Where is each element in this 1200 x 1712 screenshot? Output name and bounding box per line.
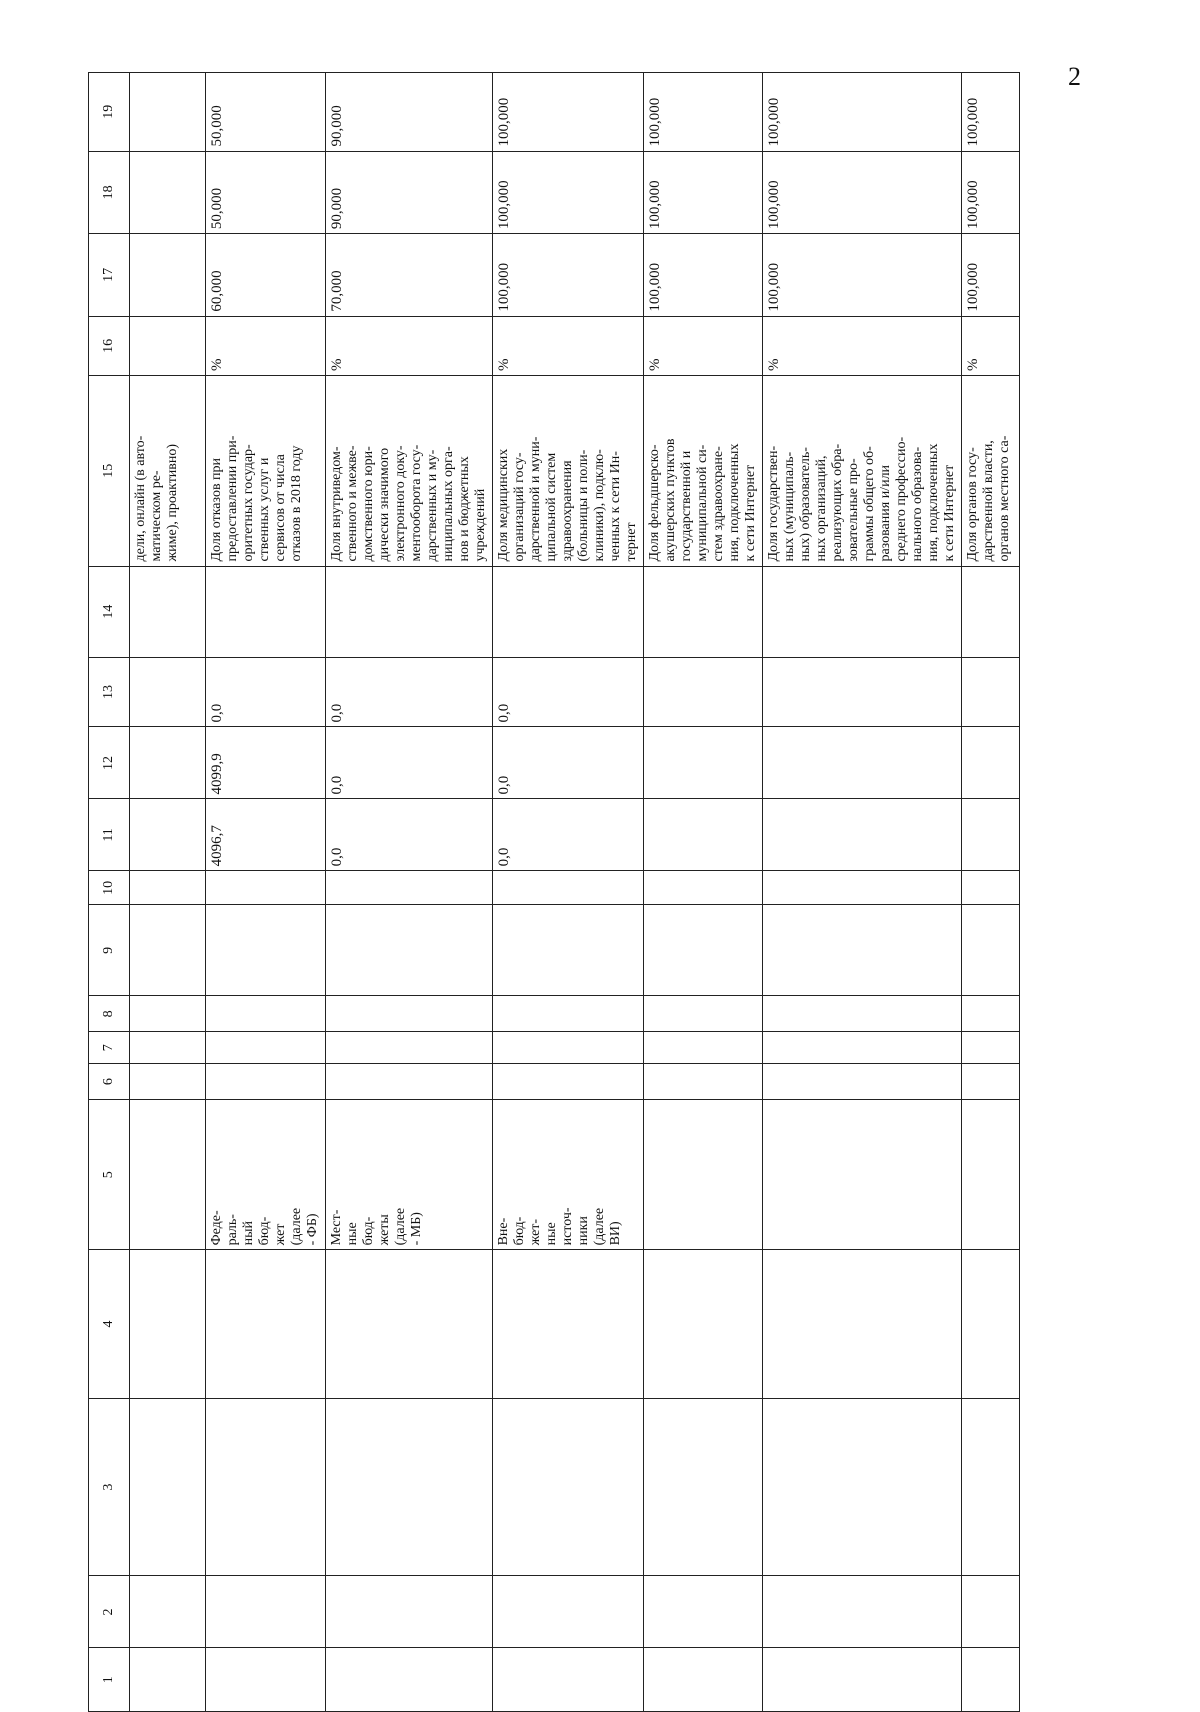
cell-col-10 <box>130 871 206 905</box>
cell-col-17: 100,000 <box>962 234 1020 317</box>
col-header-5: 5 <box>89 1100 130 1250</box>
cell-col-6 <box>763 1064 962 1100</box>
cell-col-3 <box>130 1398 206 1576</box>
cell-col-5: Мест- ные бюд- жеты (далее - МБ) <box>326 1100 493 1250</box>
cell-col-2 <box>326 1576 493 1648</box>
cell-col-13 <box>130 657 206 727</box>
cell-col-7 <box>130 1032 206 1064</box>
cell-col-11 <box>130 799 206 871</box>
cell-col-6 <box>962 1064 1020 1100</box>
cell-col-6 <box>326 1064 493 1100</box>
cell-col-2 <box>962 1576 1020 1648</box>
cell-col-15: Доля внутриведом- ственного и межве- домственного юри- дически значимого электронного доку- ментооборота госу- дарственных и му- ниципальных орга- нов и бюджетных учреждений <box>326 375 493 566</box>
col-header-17: 17 <box>89 234 130 317</box>
cell-col-16: % <box>206 316 326 375</box>
col-header-19: 19 <box>89 73 130 152</box>
cell-col-2 <box>206 1576 326 1648</box>
cell-col-4 <box>962 1250 1020 1398</box>
col-header-3: 3 <box>89 1398 130 1576</box>
cell-col-10 <box>644 871 763 905</box>
cell-col-16: % <box>326 316 493 375</box>
cell-col-4 <box>130 1250 206 1398</box>
cell-col-12: 4099,9 <box>206 727 326 799</box>
cell-col-14 <box>493 566 644 657</box>
cell-col-15: дели, онлайн (в авто- матическом ре- жиме), проактивно) <box>130 375 206 566</box>
col-header-12: 12 <box>89 727 130 799</box>
page-number: 2 <box>1068 62 1081 91</box>
col-header-7: 7 <box>89 1032 130 1064</box>
cell-col-14 <box>130 566 206 657</box>
cell-col-16: % <box>763 316 962 375</box>
cell-col-1 <box>763 1648 962 1712</box>
cell-col-12 <box>763 727 962 799</box>
indicator-table <box>88 72 1020 1712</box>
cell-col-17: 60,000 <box>206 234 326 317</box>
cell-col-2 <box>493 1576 644 1648</box>
cell-col-12: 0,0 <box>493 727 644 799</box>
cell-col-3 <box>644 1398 763 1576</box>
cell-col-15: Доля фельдшерско- акушерских пунктов государственной и муниципальной си- стем здравоохране- ния, подключенных к сети Интернет <box>644 375 763 566</box>
cell-col-17: 70,000 <box>326 234 493 317</box>
cell-col-16: % <box>493 316 644 375</box>
cell-col-3 <box>326 1398 493 1576</box>
cell-col-11 <box>644 799 763 871</box>
cell-col-12 <box>130 727 206 799</box>
cell-col-1 <box>130 1648 206 1712</box>
cell-col-11: 4096,7 <box>206 799 326 871</box>
cell-col-10 <box>206 871 326 905</box>
cell-col-9 <box>130 905 206 996</box>
cell-col-4 <box>644 1250 763 1398</box>
cell-col-11: 0,0 <box>326 799 493 871</box>
table-row <box>962 73 1020 1712</box>
cell-col-7 <box>763 1032 962 1064</box>
cell-col-14 <box>962 566 1020 657</box>
cell-col-14 <box>206 566 326 657</box>
cell-col-6 <box>644 1064 763 1100</box>
col-header-9: 9 <box>89 905 130 996</box>
cell-col-7 <box>493 1032 644 1064</box>
col-header-15: 15 <box>89 375 130 566</box>
cell-col-3 <box>962 1398 1020 1576</box>
cell-col-13 <box>644 657 763 727</box>
cell-col-1 <box>644 1648 763 1712</box>
cell-col-8 <box>644 996 763 1032</box>
cell-col-18: 90,000 <box>326 151 493 234</box>
cell-col-1 <box>962 1648 1020 1712</box>
cell-col-8 <box>763 996 962 1032</box>
cell-col-9 <box>644 905 763 996</box>
cell-col-10 <box>763 871 962 905</box>
table-row <box>763 73 962 1712</box>
col-header-11: 11 <box>89 799 130 871</box>
col-header-6: 6 <box>89 1064 130 1100</box>
cell-col-12 <box>644 727 763 799</box>
cell-col-7 <box>326 1032 493 1064</box>
col-header-14: 14 <box>89 566 130 657</box>
table-row <box>493 73 644 1712</box>
cell-col-17: 100,000 <box>763 234 962 317</box>
cell-col-17: 100,000 <box>644 234 763 317</box>
cell-col-7 <box>644 1032 763 1064</box>
cell-col-9 <box>206 905 326 996</box>
cell-col-19: 100,000 <box>493 73 644 152</box>
cell-col-8 <box>962 996 1020 1032</box>
cell-col-19: 100,000 <box>644 73 763 152</box>
col-header-8: 8 <box>89 996 130 1032</box>
cell-col-14 <box>326 566 493 657</box>
cell-col-8 <box>206 996 326 1032</box>
cell-col-10 <box>493 871 644 905</box>
cell-col-4 <box>763 1250 962 1398</box>
cell-col-19: 50,000 <box>206 73 326 152</box>
cell-col-9 <box>763 905 962 996</box>
col-header-4: 4 <box>89 1250 130 1398</box>
cell-col-9 <box>962 905 1020 996</box>
cell-col-11 <box>763 799 962 871</box>
cell-col-13 <box>962 657 1020 727</box>
rotated-table-wrapper <box>88 72 1088 1712</box>
cell-col-5 <box>962 1100 1020 1250</box>
cell-col-19 <box>130 73 206 152</box>
cell-col-5 <box>763 1100 962 1250</box>
cell-col-8 <box>493 996 644 1032</box>
cell-col-3 <box>763 1398 962 1576</box>
col-header-2: 2 <box>89 1576 130 1648</box>
table-row <box>130 73 206 1712</box>
cell-col-6 <box>130 1064 206 1100</box>
cell-col-1 <box>326 1648 493 1712</box>
cell-col-6 <box>493 1064 644 1100</box>
cell-col-3 <box>493 1398 644 1576</box>
cell-col-2 <box>130 1576 206 1648</box>
cell-col-16: % <box>644 316 763 375</box>
header-row <box>89 73 130 1712</box>
cell-col-6 <box>206 1064 326 1100</box>
table-body <box>89 73 1020 1712</box>
table-row <box>206 73 326 1712</box>
cell-col-5 <box>130 1100 206 1250</box>
cell-col-15: Доля органов госу- дарственной власти, органов местного са- <box>962 375 1020 566</box>
col-header-18: 18 <box>89 151 130 234</box>
cell-col-7 <box>206 1032 326 1064</box>
cell-col-13: 0,0 <box>206 657 326 727</box>
cell-col-11: 0,0 <box>493 799 644 871</box>
cell-col-14 <box>763 566 962 657</box>
col-header-13: 13 <box>89 657 130 727</box>
cell-col-4 <box>206 1250 326 1398</box>
cell-col-18: 100,000 <box>493 151 644 234</box>
cell-col-15: Доля медицинских организаций госу- дарственной и муни- ципальной систем здравоохранения (больницы и поли- клиники), подклю- ченных к сети Ин- тернет <box>493 375 644 566</box>
col-header-10: 10 <box>89 871 130 905</box>
cell-col-11 <box>962 799 1020 871</box>
cell-col-2 <box>644 1576 763 1648</box>
cell-col-15: Доля отказов при предоставлении при- оритетных государ- ственных услуг и сервисов от числа отказов в 2018 году <box>206 375 326 566</box>
cell-col-19: 90,000 <box>326 73 493 152</box>
cell-col-4 <box>326 1250 493 1398</box>
cell-col-10 <box>326 871 493 905</box>
cell-col-13: 0,0 <box>493 657 644 727</box>
cell-col-4 <box>493 1250 644 1398</box>
cell-col-10 <box>962 871 1020 905</box>
cell-col-5 <box>644 1100 763 1250</box>
cell-col-12: 0,0 <box>326 727 493 799</box>
cell-col-9 <box>493 905 644 996</box>
cell-col-15: Доля государствен- ных (муниципаль- ных) образователь- ных организаций, реализующих обра- зовательные про- граммы общего об- разования и/или среднего профессио- нального образова- ния, подключенных к сети Интернет <box>763 375 962 566</box>
cell-col-18: 100,000 <box>763 151 962 234</box>
cell-col-14 <box>644 566 763 657</box>
cell-col-18: 50,000 <box>206 151 326 234</box>
cell-col-3 <box>206 1398 326 1576</box>
cell-col-19: 100,000 <box>962 73 1020 152</box>
table-row <box>644 73 763 1712</box>
table-row <box>326 73 493 1712</box>
cell-col-18: 100,000 <box>962 151 1020 234</box>
cell-col-18 <box>130 151 206 234</box>
cell-col-12 <box>962 727 1020 799</box>
cell-col-1 <box>493 1648 644 1712</box>
cell-col-19: 100,000 <box>763 73 962 152</box>
cell-col-8 <box>130 996 206 1032</box>
col-header-1: 1 <box>89 1648 130 1712</box>
cell-col-5: Вне- бюд- жет- ные источ- ники (далее ВИ) <box>493 1100 644 1250</box>
cell-col-17: 100,000 <box>493 234 644 317</box>
cell-col-16: % <box>962 316 1020 375</box>
cell-col-8 <box>326 996 493 1032</box>
cell-col-5: Феде- раль- ный бюд- жет (далее - ФБ) <box>206 1100 326 1250</box>
cell-col-18: 100,000 <box>644 151 763 234</box>
cell-col-2 <box>763 1576 962 1648</box>
cell-col-1 <box>206 1648 326 1712</box>
cell-col-16 <box>130 316 206 375</box>
cell-col-7 <box>962 1032 1020 1064</box>
cell-col-13: 0,0 <box>326 657 493 727</box>
cell-col-9 <box>326 905 493 996</box>
col-header-16: 16 <box>89 316 130 375</box>
cell-col-17 <box>130 234 206 317</box>
cell-col-13 <box>763 657 962 727</box>
